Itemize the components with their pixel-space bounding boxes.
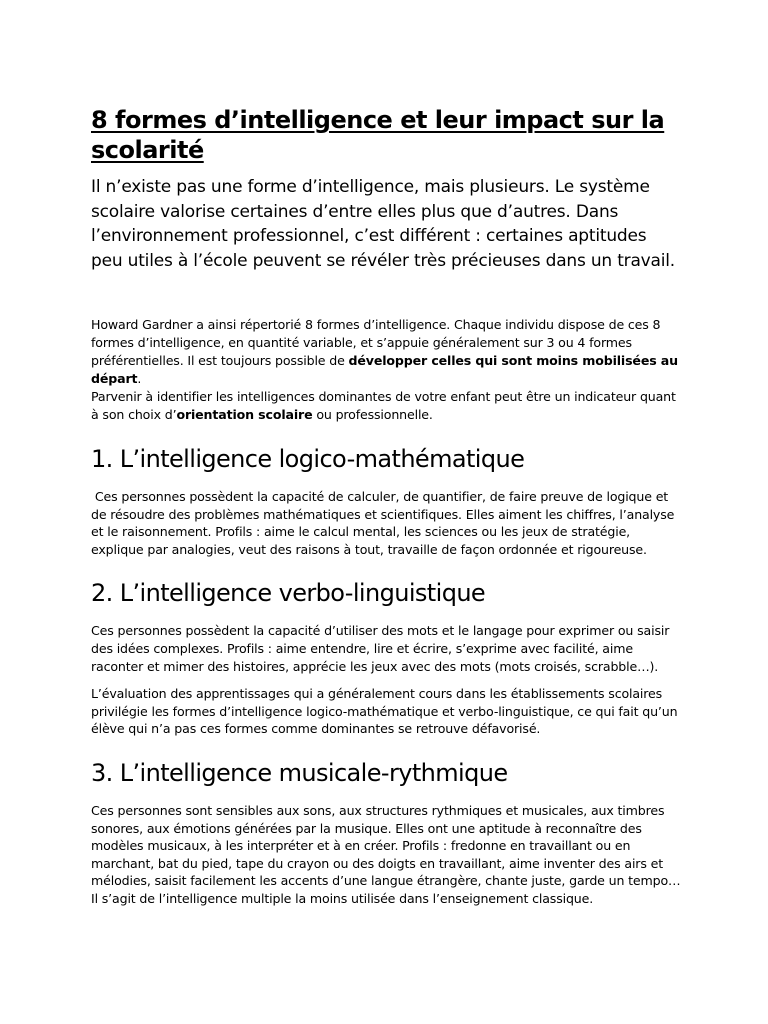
intro-text: Howard Gardner a ainsi répertorié 8 formes d’intelligence. Chaque individu dispose de ces 8 formes d’intelligence, en quantité variable, et s’appuie généralement sur 3 ou 4 formes préférentielles. Il est toujours possible de	[91, 317, 661, 368]
intro-text: .	[137, 371, 142, 386]
document-page	[91, 105, 681, 908]
document-title: 8 formes d’intelligence et leur impact sur la scolarité	[91, 106, 665, 164]
section-paragraph: Ces personnes possèdent la capacité de calculer, de quantifier, de faire preuve de logique et de résoudre des problèmes mathématiques et scientifiques. Elles aiment les chiffres, l’analyse et le raisonnement. Profils : aime le calcul mental, les sciences ou les jeux de stratégie, explique par analogies, veut des raisons à tout, travaille de façon ordonnée et rigoureuse.	[91, 489, 679, 557]
section-heading: 3. L’intelligence musicale-rythmique	[91, 758, 508, 787]
section-paragraph: Ces personnes sont sensibles aux sons, aux structures rythmiques et musicales, aux timbres sonores, aux émotions générées par la musique. Elles ont une aptitude à reconnaître des modèles musicaux, à les interpréter et à en créer. Profils : fredonne en travaillant ou en marchant, bat du pied, tape du crayon ou des doigts en travaillant, aime inventer des airs et mélodies, saisit facilement les accents d’une langue étrangère, chante juste, garde un tempo… Il s’agit de l’intelligence multiple la moins utilisée dans l’enseignement classique.	[91, 802, 681, 906]
section-paragraph: L’évaluation des apprentissages qui a généralement cours dans les établissements scolaires privilégie les formes d’intelligence logico-mathématique et verbo-linguistique, ce qui fait qu’un élève qui n’a pas ces formes comme dominantes se retrouve défavorisé.	[91, 686, 678, 737]
section-paragraph: Ces personnes possèdent la capacité d’utiliser des mots et le langage pour exprimer ou saisir des idées complexes. Profils : aime entendre, lire et écrire, s’exprime avec facilité, aime raconter et mimer des histoires, apprécie les jeux avec des mots (mots croisés, scrabble…).	[91, 623, 670, 674]
intro-emphasis: orientation scolaire	[176, 407, 313, 422]
intro-text: Parvenir à identifier les intelligences dominantes de votre enfant peut être un indicateur quant à son choix d’	[91, 389, 676, 422]
lead-paragraph: Il n’existe pas une forme d’intelligence, mais plusieurs. Le système scolaire valorise certaines d’entre elles plus que d’autres. Dans l’environnement professionnel, c’est différent : certaines aptitudes peu utiles à l’école peuvent se révéler très précieuses dans un travail.	[91, 177, 675, 271]
intro-text: ou professionnelle.	[312, 407, 433, 422]
intro-emphasis: développer celles qui sont moins mobilisées au départ	[91, 353, 678, 386]
section-heading: 2. L’intelligence verbo-linguistique	[91, 579, 486, 608]
intro-block	[91, 316, 681, 424]
intro-paragraph	[91, 388, 681, 424]
section-heading: 1. L’intelligence logico-mathématique	[91, 445, 525, 473]
intro-paragraph	[91, 316, 681, 388]
